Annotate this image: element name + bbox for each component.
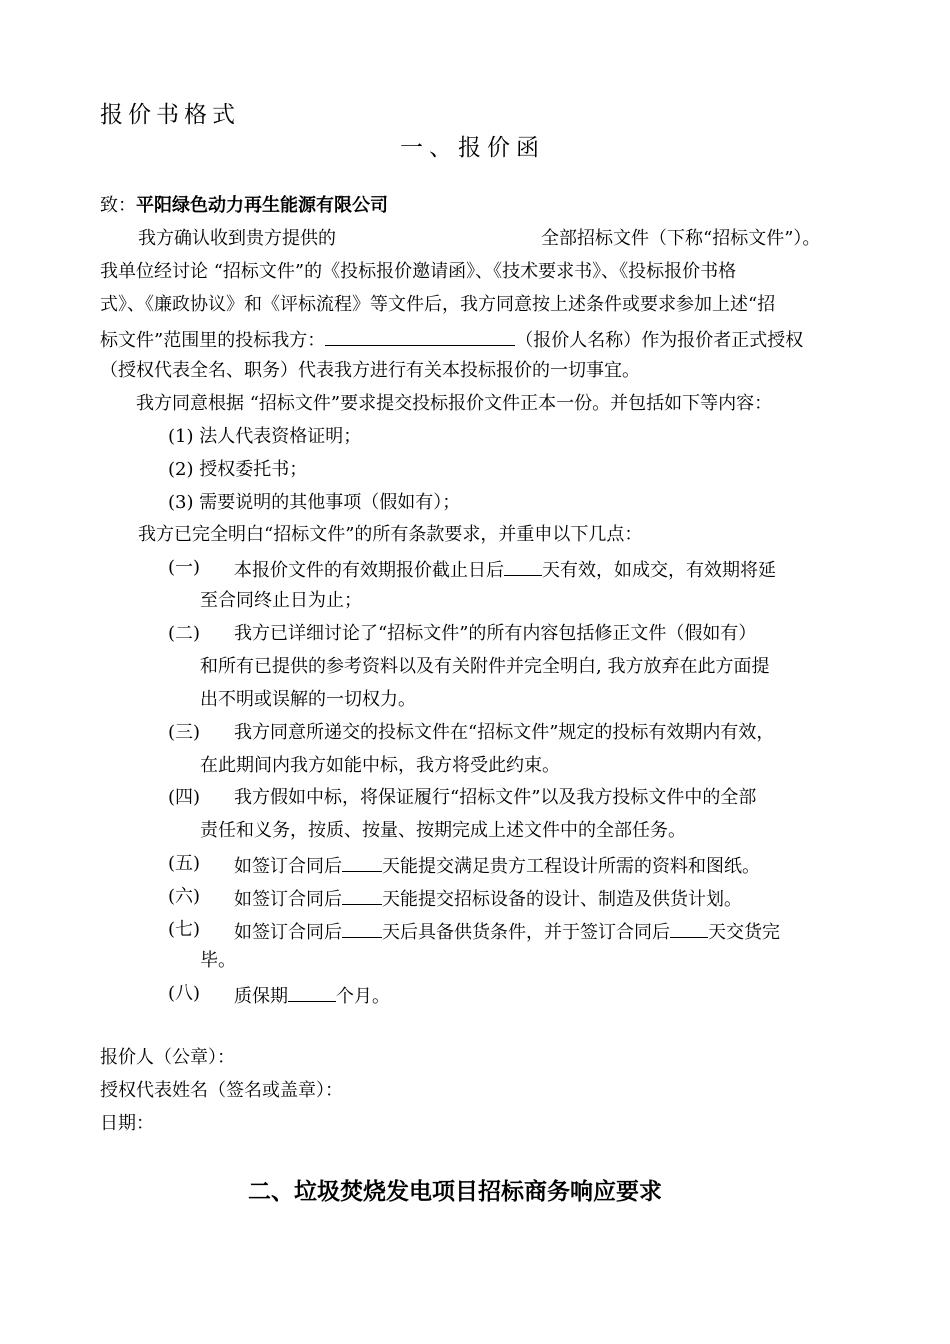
point-4-num: (四): [168, 787, 201, 808]
point-3-num: (三): [168, 722, 201, 743]
point-1-text-b: 天有效，如成交，有效期将延: [542, 560, 776, 581]
section-2-title: 二、垃圾焚烧发电项目招标商务响应要求: [248, 1179, 662, 1205]
point-1-num: (一): [168, 557, 201, 578]
point-7-text-a: 如签订合同后: [234, 922, 342, 943]
para1-line4a: 标文件”范围里的投标我方：: [100, 330, 326, 351]
content-item-2: (2) 授权委托书；: [168, 459, 308, 480]
para1-line5: （授权代表全名、职务）代表我方进行有关本投标报价的一切事宜。: [100, 360, 640, 381]
point-1-line1: [234, 557, 776, 582]
para1-line3: 式》、《廉政协议》和《评标流程》等文件后，我方同意按上述条件或要求参加上述“招: [100, 294, 776, 315]
point-4-line2: 责任和义务，按质、按量、按期完成上述文件中的全部任务。: [200, 820, 686, 841]
bidder-seal-label: 报价人（公章）：: [100, 1047, 235, 1068]
plan-days-blank: [342, 886, 382, 905]
delivery-days-blank: [670, 919, 708, 938]
point-7-cont: 毕。: [200, 950, 236, 971]
point-4-line1: 我方假如中标，将保证履行“招标文件”以及我方投标文件中的全部: [234, 787, 757, 808]
point-1-text-a: 本报价文件的有效期报价截止日后: [234, 560, 504, 581]
bidder-name-blank: [325, 327, 515, 346]
warranty-months-blank: [288, 983, 336, 1002]
content-item-3: (3) 需要说明的其他事项（假如有）；: [168, 492, 461, 513]
para1-line4b: （报价人名称）作为报价者正式授权: [515, 330, 804, 351]
para3: 我方已完全明白“招标文件”的所有条款要求，并重申以下几点：: [138, 524, 643, 545]
point-6-text-b: 天能提交招标设备的设计、制造及供货计划。: [382, 889, 742, 910]
point-6-text-a: 如签订合同后: [234, 889, 342, 910]
letter-title: 一、报价函: [400, 135, 545, 161]
para1-line2: 我单位经讨论 “招标文件”的《投标报价邀请函》、《技术要求书》、《投标报价书格: [100, 261, 737, 282]
para1-line4: [100, 327, 803, 352]
point-3-line2: 在此期间内我方如能中标，我方将受此约束。: [200, 755, 560, 776]
recipient-prefix: 致：: [100, 195, 136, 216]
point-7-text-b: 天后具备供货条件，并于签订合同后: [382, 922, 670, 943]
para1-line1b: 全部招标文件（下称“招标文件”）。: [541, 228, 821, 249]
point-5-text-b: 天能提交满足贵方工程设计所需的资料和图纸。: [382, 856, 760, 877]
point-5-text-a: 如签订合同后: [234, 856, 342, 877]
point-2-line3: 出不明或误解的一切权力。: [200, 689, 416, 710]
representative-label: 授权代表姓名（签名或盖章）：: [100, 1080, 343, 1101]
point-8-num: (八): [168, 983, 201, 1004]
point-5-line1: [234, 853, 760, 878]
validity-days-blank: [504, 557, 542, 576]
recipient-line: [100, 195, 388, 217]
point-7-num: (七): [168, 919, 201, 940]
para1-line1a: 我方确认收到贵方提供的: [138, 228, 336, 249]
point-2-line2: 和所有已提供的参考资料以及有关附件并完全明白, 我方放弃在此方面提: [200, 656, 770, 677]
point-8-text-b: 个月。: [336, 986, 390, 1007]
date-label: 日期：: [100, 1113, 154, 1134]
point-2-num: (二): [168, 623, 201, 644]
point-7-line1: [234, 919, 780, 944]
point-5-num: (五): [168, 853, 201, 874]
point-1-cont: 至合同终止日为止；: [200, 590, 362, 611]
point-6-num: (六): [168, 886, 201, 907]
para2: 我方同意根据 “招标文件”要求提交投标报价文件正本一份。并包括如下等内容：: [136, 393, 773, 414]
point-6-line1: [234, 886, 742, 911]
format-title: 报价书格式: [100, 102, 240, 128]
supply-days-blank: [342, 919, 382, 938]
point-3-line1: 我方同意所递交的投标文件在“招标文件”规定的投标有效期内有效，: [234, 722, 775, 743]
drawings-days-blank: [342, 853, 382, 872]
point-8-text-a: 质保期: [234, 986, 288, 1007]
point-2-line1: 我方已详细讨论了“招标文件”的所有内容包括修正文件（假如有）: [234, 623, 757, 644]
content-item-1: (1) 法人代表资格证明；: [168, 426, 362, 447]
recipient-name: 平阳绿色动力再生能源有限公司: [136, 195, 388, 216]
point-8-line1: [234, 983, 390, 1008]
point-7-text-c: 天交货完: [708, 922, 780, 943]
